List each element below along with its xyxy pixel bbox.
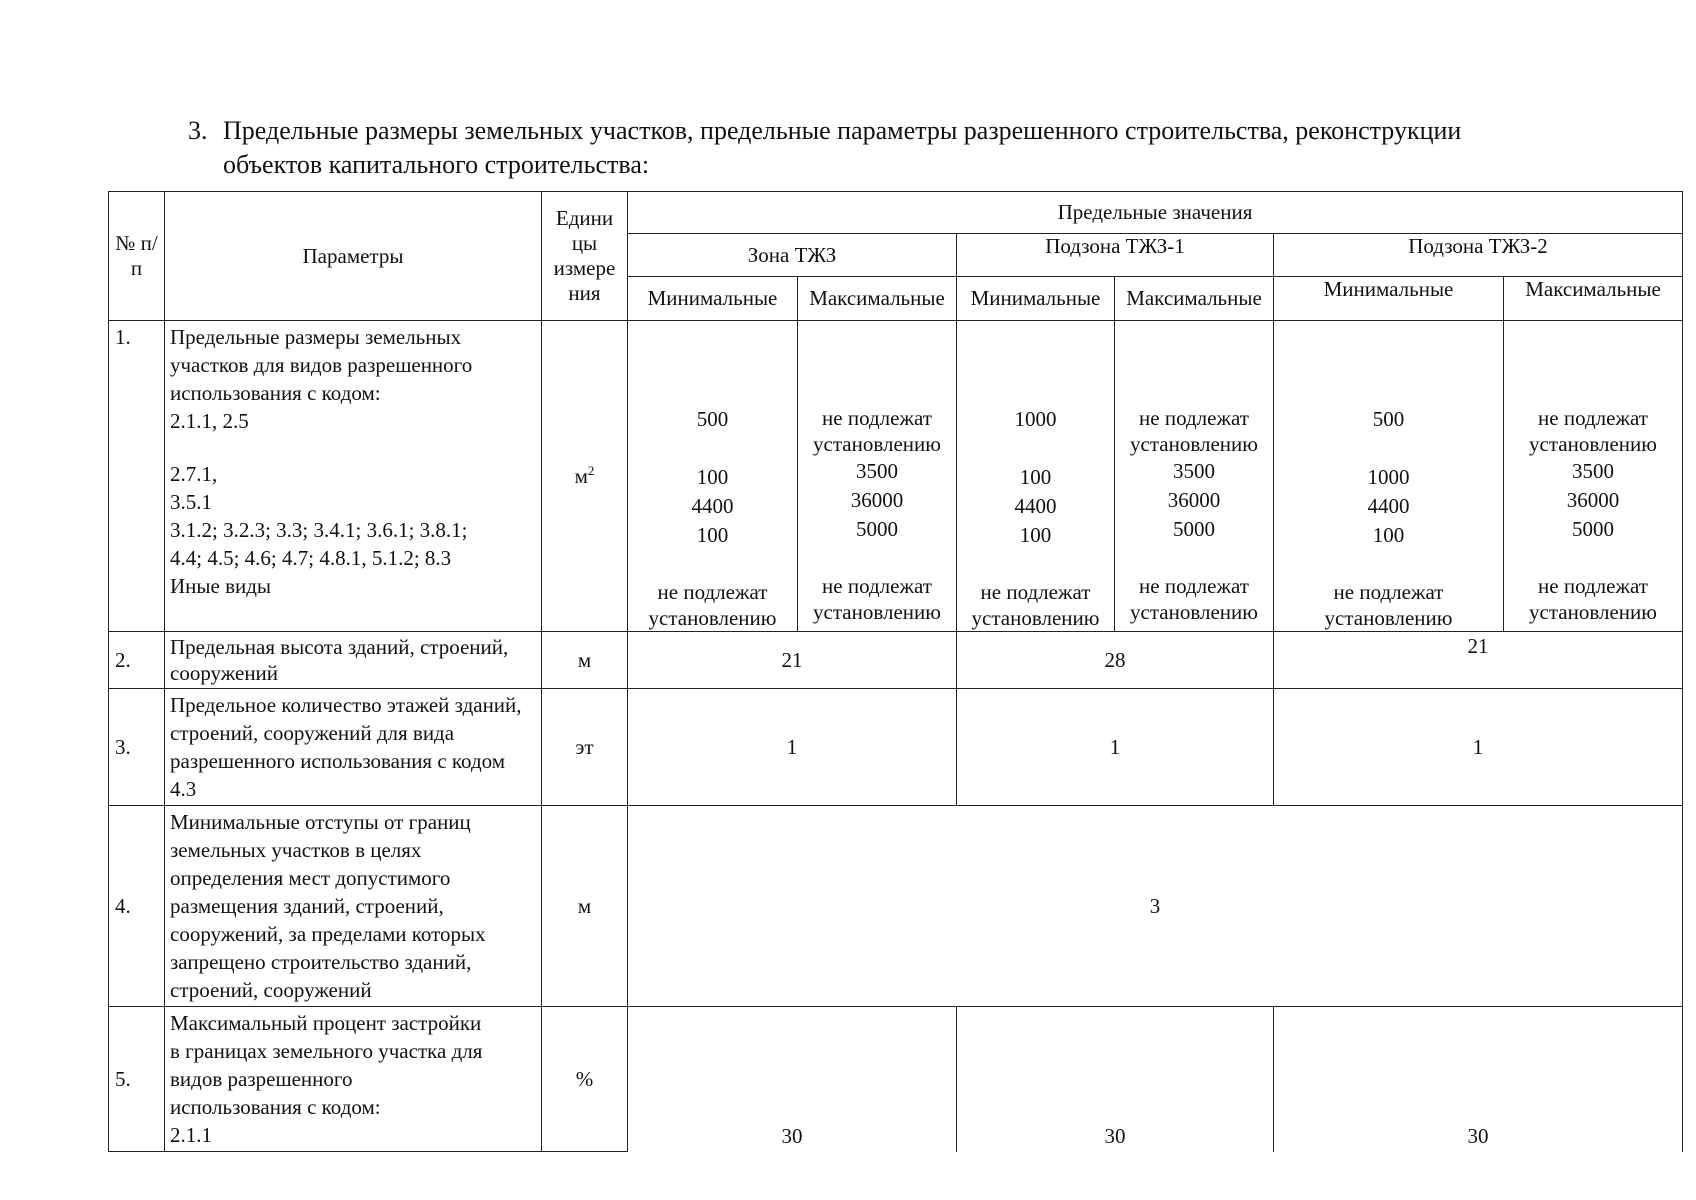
heading-line-2: объектов капитального строительства: [223, 150, 650, 179]
row-2-tzh3-2-value: 21 [1274, 632, 1683, 689]
row-1-tzh3-1-min: 1000 100 4400 100 не подлежат установлению [957, 321, 1115, 632]
row-2-tzh3-value: 21 [628, 632, 957, 689]
row-1-tzh3-min: 500 100 4400 100 не подлежат установлению [628, 321, 798, 632]
section-heading [188, 114, 1608, 182]
row-5-unit: % [542, 1007, 628, 1152]
header-max-tzh3-2: Максимальные [1504, 277, 1683, 321]
row-1-params: Предельные размеры земельных участков для видов разрешенного использования с кодом: 2.1.1, 2.5 2.7.1, 3.5.1 3.1.2; 3.2.3; 3.3; 3.4.1; 3.6.1; 3.8.1; 4.4; 4.5; 4.6; 4.7; 4.8.1, 5.1.2; 8.3 Иные виды [165, 321, 542, 632]
row-1-tzh3-1-max: не подлежат установлению 3500 36000 5000 не подлежат установлению [1115, 321, 1274, 632]
header-min-tzh3-1: Минимальные [957, 277, 1115, 321]
header-row-1 [109, 192, 1683, 234]
row-5-params: Максимальный процент застройки в границах земельного участка для видов разрешенного использования с кодом: 2.1.1 [165, 1007, 542, 1152]
row-2-params: Предельная высота зданий, строений, сооружений [165, 632, 542, 689]
row-3-tzh3-value: 1 [628, 689, 957, 806]
row-1-unit: $м^2$ [542, 321, 628, 632]
limits-table-container [108, 191, 1682, 1148]
row-4-params: Минимальные отступы от границ земельных участков в целях определения мест допустимого размещения зданий, строений, сооружений, за пределами которых запрещено строительство зданий, строений, сооружений [165, 806, 542, 1007]
row-5-tzh3-1-value: 30 [957, 1007, 1274, 1152]
row-4-number: 4. [109, 806, 165, 1007]
header-max-tzh3: Максимальные [798, 277, 957, 321]
header-params: Параметры [165, 192, 542, 321]
header-zone-tzh3-1: Подзона ТЖЗ-1 [957, 234, 1274, 277]
header-num: № п/п [109, 192, 165, 321]
row-1-tzh3-2-max: не подлежат установлению 3500 36000 5000 не подлежат установлению [1504, 321, 1683, 632]
header-min-tzh3-2: Минимальные [1274, 277, 1504, 321]
header-units: Едини цы измере ния [542, 192, 628, 321]
row-3-tzh3-2-value: 1 [1274, 689, 1683, 806]
header-max-tzh3-1: Максимальные [1115, 277, 1274, 321]
heading-line-1: Предельные размеры земельных участков, предельные параметры разрешенного строительства, реконструкции [223, 116, 1462, 145]
row-2-unit: м [542, 632, 628, 689]
row-5-number: 5. [109, 1007, 165, 1152]
row-5-tzh3-2-value: 30 [1274, 1007, 1683, 1152]
row-1-tzh3-max: не подлежат установлению 3500 36000 5000 не подлежат установлению [798, 321, 957, 632]
limits-table [108, 191, 1683, 1152]
table-row-4 [109, 806, 1683, 1007]
row-2-tzh3-1-value: 28 [957, 632, 1274, 689]
row-3-number: 3. [109, 689, 165, 806]
row-1-number: 1. [109, 321, 165, 632]
section-number: 3. [188, 116, 208, 145]
header-min-tzh3: Минимальные [628, 277, 798, 321]
row-4-value: 3 [628, 806, 1683, 1007]
row-2-number: 2. [109, 632, 165, 689]
row-3-params: Предельное количество этажей зданий, строений, сооружений для вида разрешенного использования с кодом 4.3 [165, 689, 542, 806]
row-1-tzh3-2-min: 500 1000 4400 100 не подлежат установлению [1274, 321, 1504, 632]
row-3-unit: эт [542, 689, 628, 806]
table-row-2 [109, 632, 1683, 689]
row-3-tzh3-1-value: 1 [957, 689, 1274, 806]
table-row-3 [109, 689, 1683, 806]
header-zone-tzh3: Зона ТЖЗ [628, 234, 957, 277]
row-4-unit: м [542, 806, 628, 1007]
table-row-1 [109, 321, 1683, 632]
header-zone-tzh3-2: Подзона ТЖЗ-2 [1274, 234, 1683, 277]
row-5-tzh3-value: 30 [628, 1007, 957, 1152]
header-limits: Предельные значения [628, 192, 1683, 234]
table-row-5 [109, 1007, 1683, 1152]
